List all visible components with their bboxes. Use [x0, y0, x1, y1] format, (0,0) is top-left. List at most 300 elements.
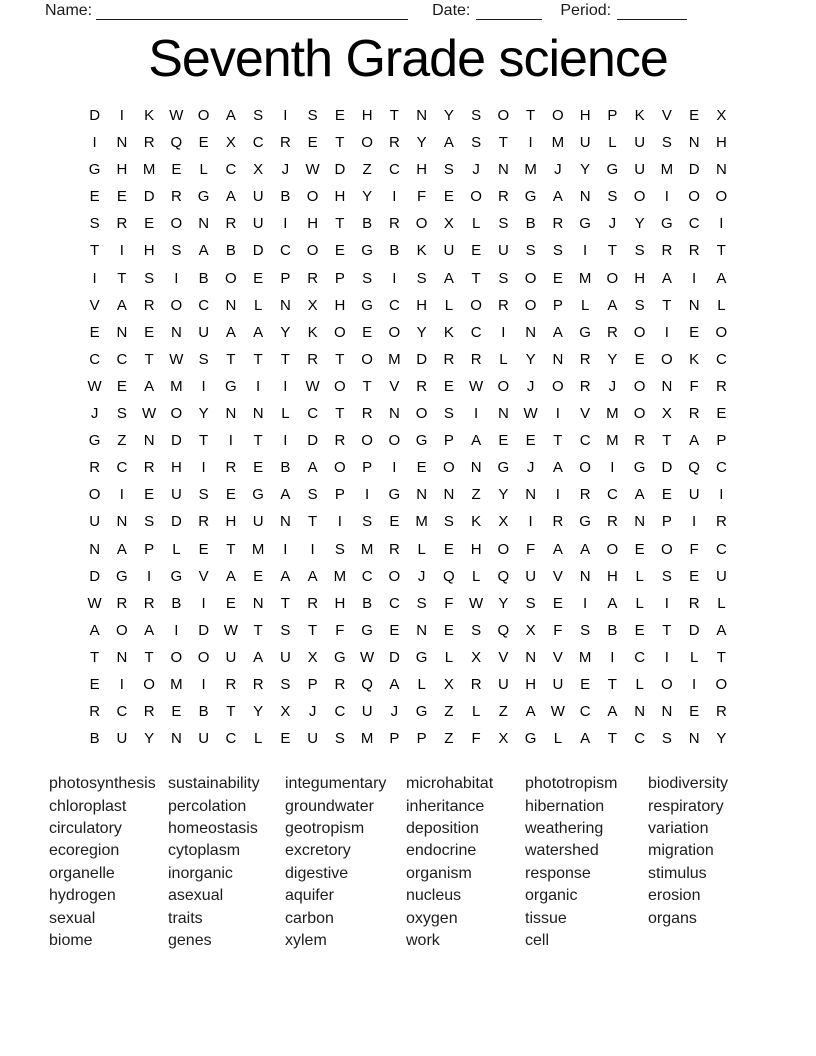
grid-cell: G [579, 513, 591, 531]
grid-cell: O [633, 323, 646, 341]
grid-cell: I [392, 459, 397, 477]
grid-cell: S [334, 730, 345, 748]
grid-cell: P [443, 432, 454, 450]
grid-cell: S [471, 107, 482, 124]
grid-row [81, 183, 735, 210]
word-item: migration [648, 842, 714, 860]
grid-cell: Y [607, 350, 618, 368]
grid-cell: C [715, 459, 727, 477]
grid-cell: O [361, 350, 373, 368]
grid-cell: U [497, 675, 509, 693]
grid-cell: N [225, 296, 237, 314]
grid-cell: A [471, 432, 482, 450]
grid-cell: P [334, 269, 345, 287]
grid-cell: R [470, 350, 482, 368]
grid-cell: L [499, 350, 508, 368]
grid-cell: D [307, 432, 319, 450]
grid-cell: I [174, 621, 179, 639]
grid-cell: L [417, 675, 426, 693]
grid-cell: M [251, 540, 265, 558]
word-item: erosion [648, 887, 701, 905]
grid-cell: P [661, 513, 672, 531]
grid-cell: T [335, 134, 345, 152]
grid-cell: R [170, 188, 182, 206]
grid-cell: I [283, 540, 288, 558]
grid-cell: M [360, 730, 374, 748]
grid-cell: C [279, 242, 291, 260]
grid-cell: T [607, 730, 617, 748]
word-item: variation [648, 820, 709, 838]
grid-cell: I [719, 215, 724, 233]
grid-cell: T [280, 350, 290, 368]
grid-cell: T [199, 432, 209, 450]
grid-cell: P [280, 269, 291, 287]
grid-cell: I [664, 648, 669, 666]
grid-cell: J [526, 459, 535, 477]
grid-row [81, 237, 735, 264]
grid-cell: I [228, 432, 233, 450]
grid-cell: L [717, 296, 726, 314]
word-item: nucleus [406, 887, 462, 905]
grid-cell: S [253, 107, 264, 124]
grid-cell: J [417, 567, 426, 585]
grid-cell: E [443, 377, 454, 395]
grid-cell: I [283, 432, 288, 450]
grid-cell: I [201, 594, 206, 612]
grid-cell: P [334, 486, 345, 504]
grid-cell: T [90, 648, 100, 666]
grid-cell: I [392, 188, 397, 206]
grid-cell: L [417, 540, 426, 558]
grid-row [81, 102, 735, 129]
grid-row [81, 536, 735, 563]
grid-cell: L [471, 567, 481, 585]
grid-cell: Q [497, 567, 510, 585]
grid-cell: N [661, 703, 673, 721]
grid-cell: D [170, 432, 182, 450]
grid-cell: L [635, 675, 644, 693]
grid-cell: N [634, 513, 646, 531]
word-item: aquifer [285, 887, 334, 905]
grid-cell: H [416, 296, 428, 314]
grid-cell: R [225, 459, 237, 477]
grid-cell: E [89, 323, 100, 341]
grid-cell: E [198, 540, 209, 558]
grid-cell: C [225, 730, 237, 748]
grid-cell: M [660, 161, 674, 179]
grid-cell: L [253, 730, 263, 748]
grid-cell: Y [580, 161, 591, 179]
grid-row [81, 508, 735, 535]
grid-cell: X [307, 648, 318, 666]
grid-cell: O [415, 215, 428, 233]
grid-cell: O [306, 242, 319, 260]
grid-cell: T [662, 432, 672, 450]
grid-cell: O [197, 648, 210, 666]
grid-cell: E [443, 188, 454, 206]
grid-cell: R [252, 675, 264, 693]
grid-cell: T [335, 405, 345, 423]
grid-cell: N [116, 323, 128, 341]
grid-cell: K [689, 350, 700, 368]
grid-row [81, 454, 735, 481]
grid-row [81, 427, 735, 454]
grid-cell: R [388, 134, 400, 152]
grid-cell: A [689, 432, 700, 450]
grid-cell: G [88, 161, 101, 179]
grid-cell: I [692, 269, 697, 287]
grid-cell: X [253, 161, 264, 179]
grid-cell: G [606, 161, 619, 179]
word-item: integumentary [285, 775, 387, 793]
grid-cell: R [552, 513, 564, 531]
grid-cell: J [472, 161, 480, 179]
grid-cell: I [528, 513, 533, 531]
grid-cell: R [116, 594, 128, 612]
grid-cell: T [253, 432, 263, 450]
grid-cell: T [144, 648, 154, 666]
grid-cell: K [634, 107, 645, 124]
grid-cell: U [634, 161, 646, 179]
grid-cell: G [361, 621, 373, 639]
grid-cell: S [89, 215, 100, 233]
grid-cell: I [528, 134, 533, 152]
grid-cell: O [170, 296, 183, 314]
grid-cell: C [688, 215, 700, 233]
grid-cell: O [470, 188, 482, 206]
grid-cell: S [525, 594, 536, 612]
grid-cell: G [524, 188, 537, 206]
grid-cell: S [416, 269, 427, 287]
grid-cell: L [553, 730, 563, 748]
word-item: hydrogen [49, 887, 116, 905]
grid-cell: O [361, 432, 373, 450]
word-bank-column [525, 773, 648, 952]
grid-cell: O [497, 540, 510, 558]
grid-cell: A [607, 594, 618, 612]
grid-cell: C [388, 296, 400, 314]
grid-cell: H [361, 107, 373, 124]
grid-cell: E [334, 107, 345, 124]
grid-cell: W [305, 377, 320, 395]
grid-cell: M [170, 377, 183, 395]
grid-cell: C [116, 459, 128, 477]
grid-cell: S [144, 269, 155, 287]
grid-cell: S [280, 621, 291, 639]
grid-cell: U [634, 134, 646, 152]
grid-cell: D [416, 350, 428, 368]
word-item: organs [648, 909, 697, 927]
grid-cell: L [580, 296, 590, 314]
grid-cell: I [337, 513, 342, 531]
grid-cell: U [252, 215, 264, 233]
grid-cell: I [201, 459, 206, 477]
word-item: weathering [525, 820, 604, 838]
grid-cell: J [526, 377, 535, 395]
grid-cell: R [579, 350, 591, 368]
grid-cell: T [308, 621, 318, 639]
grid-cell: N [688, 134, 700, 152]
grid-cell: W [169, 107, 184, 124]
grid-cell: C [715, 540, 727, 558]
grid-cell: I [555, 486, 560, 504]
grid-cell: H [307, 215, 319, 233]
grid-cell: O [524, 296, 537, 314]
page-title: Seventh Grade science [148, 30, 668, 88]
grid-cell: E [689, 567, 700, 585]
grid-cell: Z [444, 730, 454, 748]
grid-cell: A [280, 486, 291, 504]
period-label: Period: [560, 2, 612, 19]
grid-cell: I [283, 377, 288, 395]
word-bank-column [406, 773, 525, 952]
grid-cell: Y [253, 703, 264, 721]
word-item: response [525, 864, 591, 882]
grid-cell: A [144, 377, 155, 395]
grid-cell: E [116, 188, 127, 206]
grid-cell: W [305, 161, 320, 179]
grid-cell: F [689, 540, 699, 558]
grid-cell: N [225, 405, 237, 423]
grid-cell: N [252, 594, 264, 612]
grid-cell: U [307, 730, 319, 748]
grid-cell: I [283, 215, 288, 233]
grid-cell: T [716, 242, 726, 260]
grid-cell: C [715, 350, 727, 368]
grid-row [81, 156, 735, 183]
grid-cell: R [334, 432, 346, 450]
grid-cell: Y [144, 730, 155, 748]
grid-cell: H [525, 675, 537, 693]
grid-cell: O [661, 540, 673, 558]
grid-cell: S [307, 486, 318, 504]
grid-cell: F [526, 540, 536, 558]
grid-cell: O [524, 269, 537, 287]
grid-cell: W [87, 377, 102, 395]
word-item: chloroplast [49, 797, 127, 815]
grid-cell: Y [362, 188, 373, 206]
grid-cell: B [525, 215, 536, 233]
grid-cell: W [142, 405, 157, 423]
grid-cell: V [552, 648, 563, 666]
grid-cell: R [688, 594, 700, 612]
grid-cell: A [443, 134, 454, 152]
grid-cell: R [143, 134, 155, 152]
grid-cell: O [552, 107, 564, 124]
grid-cell: A [525, 703, 536, 721]
grid-cell: O [633, 377, 646, 395]
word-item: sustainability [168, 775, 260, 793]
grid-cell: C [470, 323, 482, 341]
grid-cell: D [661, 459, 673, 477]
grid-cell: O [661, 675, 673, 693]
grid-cell: S [198, 350, 209, 368]
grid-cell: L [608, 134, 617, 152]
grid-cell: A [307, 459, 318, 477]
grid-cell: R [143, 594, 155, 612]
grid-cell: K [416, 242, 427, 260]
word-bank [0, 773, 816, 952]
grid-cell: W [523, 405, 538, 423]
grid-cell: H [715, 134, 727, 152]
grid-cell: X [443, 675, 454, 693]
grid-cell: N [579, 188, 591, 206]
grid-cell: S [362, 513, 373, 531]
grid-cell: J [608, 377, 617, 395]
grid-cell: L [471, 703, 481, 721]
grid-cell: N [116, 134, 128, 152]
grid-row [81, 644, 735, 671]
word-item: xylem [285, 932, 327, 950]
grid-cell: A [607, 703, 618, 721]
grid-cell: F [553, 621, 563, 639]
grid-cell: O [715, 188, 728, 206]
grid-cell: Y [416, 323, 427, 341]
grid-cell: G [388, 486, 401, 504]
grid-cell: S [525, 242, 536, 260]
grid-cell: E [253, 459, 264, 477]
grid-cell: G [524, 730, 537, 748]
grid-cell: T [226, 540, 236, 558]
grid-cell: H [143, 242, 155, 260]
grid-cell: I [610, 459, 615, 477]
grid-cell: A [225, 107, 236, 124]
grid-cell: A [716, 621, 727, 639]
grid-cell: D [89, 107, 101, 124]
grid-cell: I [256, 377, 261, 395]
grid-cell: O [661, 350, 673, 368]
grid-cell: S [471, 134, 482, 152]
grid-cell: G [197, 188, 210, 206]
grid-cell: R [89, 703, 101, 721]
grid-cell: S [580, 621, 591, 639]
grid-cell: C [606, 486, 618, 504]
word-bank-column [168, 773, 285, 952]
grid-cell: U [688, 486, 700, 504]
grid-cell: Z [471, 486, 481, 504]
grid-cell: W [360, 648, 375, 666]
grid-cell: O [388, 567, 401, 585]
grid-cell: J [608, 215, 617, 233]
grid-cell: V [198, 567, 209, 585]
grid-cell: R [89, 459, 101, 477]
grid-cell: S [661, 134, 672, 152]
grid-cell: F [417, 188, 427, 206]
grid-cell: E [689, 323, 700, 341]
grid-cell: E [525, 432, 536, 450]
grid-cell: R [715, 377, 727, 395]
grid-cell: I [119, 486, 124, 504]
grid-cell: G [225, 377, 237, 395]
grid-cell: A [389, 675, 400, 693]
grid-cell: S [607, 188, 618, 206]
grid-cell: I [310, 540, 315, 558]
word-item: organelle [49, 864, 115, 882]
grid-cell: E [580, 675, 591, 693]
grid-cell: B [198, 703, 209, 721]
grid-cell: S [498, 215, 509, 233]
grid-cell: I [119, 107, 124, 124]
grid-cell: X [443, 215, 454, 233]
grid-cell: U [552, 675, 564, 693]
grid-cell: R [634, 432, 646, 450]
grid-cell: A [116, 296, 127, 314]
grid-cell: O [633, 405, 646, 423]
grid-cell: O [116, 621, 128, 639]
grid-cell: T [389, 107, 399, 124]
grid-cell: R [143, 459, 155, 477]
grid-cell: Y [498, 486, 509, 504]
grid-cell: O [470, 296, 482, 314]
grid-cell: X [280, 703, 291, 721]
word-item: geotropism [285, 820, 365, 838]
grid-cell: O [361, 134, 373, 152]
grid-cell: P [416, 730, 427, 748]
grid-cell: E [389, 513, 400, 531]
grid-cell: O [225, 269, 237, 287]
grid-cell: E [689, 107, 700, 124]
grid-row [81, 346, 735, 373]
date-blank-line [476, 4, 542, 20]
grid-cell: T [335, 215, 345, 233]
grid-cell: G [415, 432, 428, 450]
grid-cell: A [607, 296, 618, 314]
grid-cell: Z [117, 432, 127, 450]
grid-cell: T [607, 242, 617, 260]
grid-cell: R [688, 405, 700, 423]
grid-cell: I [92, 134, 97, 152]
grid-cell: A [116, 540, 127, 558]
grid-cell: S [144, 513, 155, 531]
word-item: endocrine [406, 842, 477, 860]
grid-cell: C [116, 703, 128, 721]
grid-cell: I [474, 405, 479, 423]
name-label: Name: [45, 2, 93, 19]
grid-cell: N [170, 730, 182, 748]
grid-cell: M [333, 567, 347, 585]
grid-cell: U [579, 134, 591, 152]
grid-cell: S [280, 675, 291, 693]
grid-cell: H [634, 269, 646, 287]
grid-cell: T [716, 648, 726, 666]
grid-cell: C [225, 161, 237, 179]
grid-cell: A [552, 459, 563, 477]
grid-cell: R [715, 513, 727, 531]
grid-cell: R [552, 215, 564, 233]
grid-cell: I [664, 323, 669, 341]
grid-cell: B [198, 269, 209, 287]
word-item: genes [168, 932, 212, 950]
worksheet-header [0, 0, 816, 20]
word-item: circulatory [49, 820, 122, 838]
grid-cell: N [579, 567, 591, 585]
grid-cell: A [225, 323, 236, 341]
word-item: homeostasis [168, 820, 258, 838]
grid-cell: C [634, 648, 646, 666]
grid-cell: H [116, 161, 128, 179]
grid-cell: A [634, 486, 645, 504]
grid-cell: N [443, 486, 455, 504]
grid-cell: C [579, 432, 591, 450]
grid-cell: S [171, 242, 182, 260]
grid-cell: R [388, 215, 400, 233]
grid-cell: T [117, 269, 127, 287]
grid-cell: Q [361, 675, 373, 693]
grid-cell: S [334, 540, 345, 558]
grid-cell: U [525, 567, 537, 585]
grid-cell: E [634, 350, 645, 368]
grid-cell: T [335, 350, 345, 368]
